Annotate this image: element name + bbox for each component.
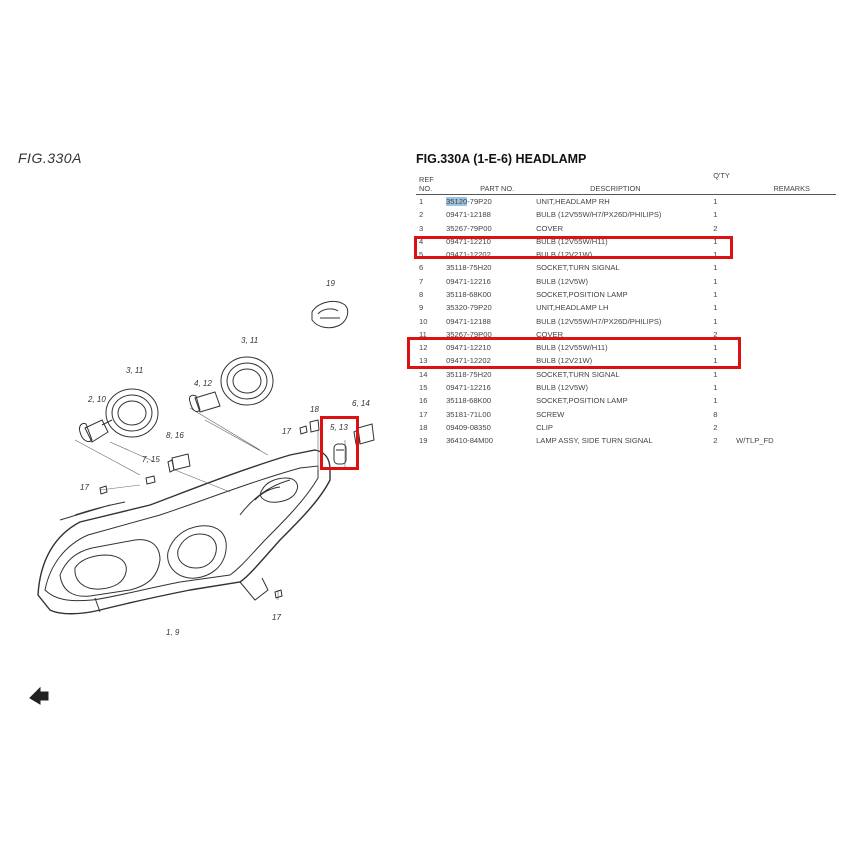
part-no-cell [446, 381, 536, 394]
qty-cell: 1 [713, 396, 718, 406]
position-lamp-socket-part [168, 454, 190, 472]
bulb-h11-part [189, 392, 220, 412]
part-no-text: 35118-68K00 [446, 396, 492, 406]
description-cell: SOCKET,POSITION LAMP [536, 289, 628, 299]
ref-cell: 5 [419, 250, 424, 260]
column-ref-no: REF NO. [416, 169, 446, 195]
part-no-cell [446, 222, 536, 235]
ref-cell: 15 [419, 382, 428, 392]
callout-3-11-left: 3, 11 [126, 366, 144, 375]
remarks-cell [736, 261, 836, 274]
ref-cell: 17 [419, 409, 428, 419]
qty-cell: 8 [713, 409, 718, 419]
callout-6-14: 6, 14 [352, 399, 370, 408]
column-remarks: REMARKS [736, 169, 836, 195]
part-no-text: 35118-75H20 [446, 263, 492, 273]
remarks-cell [736, 301, 836, 314]
side-turn-signal-part [312, 301, 348, 327]
ref-cell: 7 [419, 276, 424, 286]
ref-cell: 3 [419, 223, 424, 233]
description-cell: COVER [536, 329, 564, 339]
description-cell: COVER [536, 223, 564, 233]
callout-17-bottom: 17 [272, 613, 281, 622]
part-no-cell [446, 394, 536, 407]
qty-cell: 1 [713, 343, 718, 353]
remarks-cell [736, 275, 836, 288]
table-row[interactable] [416, 222, 836, 235]
column-qty: Q'TY [713, 169, 736, 195]
callout-18: 18 [310, 405, 319, 414]
table-row[interactable] [416, 368, 836, 381]
part-no-text: 35181-71L00 [446, 409, 491, 419]
qty-cell: 1 [713, 382, 718, 392]
part-no-cell [446, 421, 536, 434]
column-part-no: PART NO. [446, 169, 536, 195]
qty-cell: 1 [713, 316, 718, 326]
part-no-text: 35267-79P00 [446, 329, 492, 339]
qty-cell: 1 [713, 197, 718, 206]
part-no-text: 09471-12188 [446, 316, 491, 326]
callout-7-15: 7, 15 [142, 455, 160, 464]
figure-label: FIG.330A [18, 150, 82, 166]
clip-part [310, 420, 319, 432]
callout-8-16: 8, 16 [166, 431, 184, 440]
ref-cell: 16 [419, 396, 428, 406]
table-row[interactable] [416, 408, 836, 421]
remarks-cell [736, 235, 836, 248]
callout-1-9: 1, 9 [166, 628, 180, 637]
ref-cell: 1 [419, 197, 424, 206]
ref-cell: 19 [419, 436, 428, 446]
part-no-cell [446, 315, 536, 328]
part-no-text: 09409-08350 [446, 422, 491, 432]
diagram-highlight-box [320, 416, 359, 470]
description-cell: BULB (12V55W/H7/PX26D/PHILIPS) [536, 210, 662, 220]
table-row[interactable] [416, 275, 836, 288]
qty-cell: 1 [713, 236, 718, 246]
description-cell: SCREW [536, 409, 565, 419]
part-no-text: 36410-84M00 [446, 436, 493, 446]
part-no-text: 09471-12216 [446, 276, 491, 286]
callout-3-11-right: 3, 11 [241, 336, 259, 345]
parts-table-header [416, 169, 836, 195]
parts-list-panel [416, 152, 847, 447]
table-row[interactable] [416, 315, 836, 328]
qty-cell: 1 [713, 250, 718, 260]
ref-cell: 2 [419, 210, 424, 220]
ref-cell: 13 [419, 356, 428, 366]
description-cell: BULB (12V5W) [536, 382, 588, 392]
remarks-cell [736, 288, 836, 301]
part-no-cell [446, 195, 536, 209]
callout-19: 19 [326, 279, 335, 288]
front-direction-arrow-icon [30, 688, 48, 704]
callout-17-mid: 17 [282, 427, 291, 436]
parts-table [416, 169, 836, 447]
part-no-cell [446, 288, 536, 301]
callout-5-13: 5, 13 [330, 423, 348, 432]
remarks-cell [736, 208, 836, 221]
row-highlight-box-5 [414, 236, 733, 259]
part-no-text: 35118-68K00 [446, 289, 492, 299]
qty-cell: 2 [713, 223, 718, 233]
part-no-text: 35320-79P20 [446, 303, 492, 313]
table-row[interactable] [416, 434, 836, 447]
ref-cell: 6 [419, 263, 424, 273]
selected-text: 35120 [446, 197, 468, 206]
table-row[interactable] [416, 195, 836, 209]
part-no-text: -79P20 [467, 197, 492, 206]
description-cell: CLIP [536, 422, 553, 432]
qty-cell: 1 [713, 369, 718, 379]
cover-part-left [106, 389, 158, 437]
ref-cell: 4 [419, 236, 424, 246]
qty-cell: 1 [713, 276, 718, 286]
part-no-cell [446, 261, 536, 274]
callout-17-left: 17 [80, 483, 89, 492]
remarks-cell [736, 394, 836, 407]
table-row[interactable] [416, 381, 836, 394]
row-highlight-box-13 [407, 337, 741, 369]
remarks-cell [736, 381, 836, 394]
ref-cell: 10 [419, 316, 428, 326]
remarks-cell [736, 248, 836, 261]
description-cell: SOCKET,POSITION LAMP [536, 396, 628, 406]
part-no-text: 09471-12210 [446, 236, 491, 246]
small-bulb-part [146, 476, 155, 484]
parts-list-title: FIG.330A (1-E-6) HEADLAMP [416, 152, 587, 166]
bulb-h7-part [79, 420, 112, 442]
qty-cell: 1 [713, 263, 718, 273]
description-cell: BULB (12V21W) [536, 250, 593, 260]
cover-part-right [221, 357, 273, 405]
qty-cell: 1 [713, 356, 718, 366]
part-no-cell [446, 275, 536, 288]
parts-table-body [416, 195, 836, 448]
remarks-cell: W/TLP_FD [736, 436, 774, 446]
description-cell: SOCKET,TURN SIGNAL [536, 369, 620, 379]
qty-cell: 1 [713, 303, 718, 313]
qty-cell: 2 [713, 329, 718, 339]
part-no-text: 35267-79P00 [446, 223, 492, 233]
table-row[interactable] [416, 208, 836, 221]
callout-4-12: 4, 12 [194, 379, 212, 388]
qty-cell: 1 [713, 210, 718, 220]
description-cell: SOCKET,TURN SIGNAL [536, 263, 620, 273]
part-no-cell [446, 408, 536, 421]
description-cell: BULB (12V5W) [536, 276, 588, 286]
remarks-cell [736, 368, 836, 381]
ref-cell: 14 [419, 369, 428, 379]
remarks-cell [736, 421, 836, 434]
ref-cell: 11 [419, 329, 427, 339]
part-no-cell [446, 368, 536, 381]
ref-cell: 12 [419, 343, 428, 353]
remarks-cell [736, 408, 836, 421]
description-cell: BULB (12V55W/H11) [536, 343, 608, 353]
remarks-cell [736, 328, 836, 341]
description-cell: BULB (12V55W/H11) [536, 236, 608, 246]
remarks-cell [736, 222, 836, 235]
qty-cell: 1 [713, 289, 718, 299]
screw-part [100, 426, 307, 598]
part-no-text: 09471-12202 [446, 356, 491, 366]
table-row[interactable] [416, 301, 836, 314]
qty-cell: 2 [713, 436, 718, 446]
remarks-cell [736, 315, 836, 328]
description-cell: BULB (12V55W/H7/PX26D/PHILIPS) [536, 316, 662, 326]
ref-cell: 8 [419, 289, 424, 299]
table-row[interactable] [416, 261, 836, 274]
description-cell: LAMP ASSY, SIDE TURN SIGNAL [536, 436, 653, 446]
part-no-text: 35118-75H20 [446, 369, 492, 379]
description-cell: UNIT,HEADLAMP RH [536, 197, 610, 206]
column-description: DESCRIPTION [536, 169, 713, 195]
description-cell: UNIT,HEADLAMP LH [536, 303, 609, 313]
part-no-text: 09471-12188 [446, 210, 491, 220]
part-no-cell [446, 434, 536, 447]
callout-2-10: 2, 10 [88, 395, 106, 404]
remarks-cell [736, 341, 836, 354]
part-no-cell [446, 208, 536, 221]
remarks-cell [736, 195, 836, 209]
part-no-text: 09471-12202 [446, 250, 491, 260]
part-no-text: 09471-12216 [446, 382, 491, 392]
headlamp-unit [38, 450, 330, 614]
ref-cell: 9 [419, 303, 424, 313]
ref-cell: 18 [419, 422, 428, 432]
table-row[interactable] [416, 288, 836, 301]
part-no-text: 09471-12210 [446, 343, 491, 353]
part-no-cell [446, 301, 536, 314]
table-row[interactable] [416, 394, 836, 407]
description-cell: BULB (12V21W) [536, 356, 593, 366]
qty-cell: 2 [713, 422, 718, 432]
remarks-cell [736, 354, 836, 367]
table-row[interactable] [416, 421, 836, 434]
